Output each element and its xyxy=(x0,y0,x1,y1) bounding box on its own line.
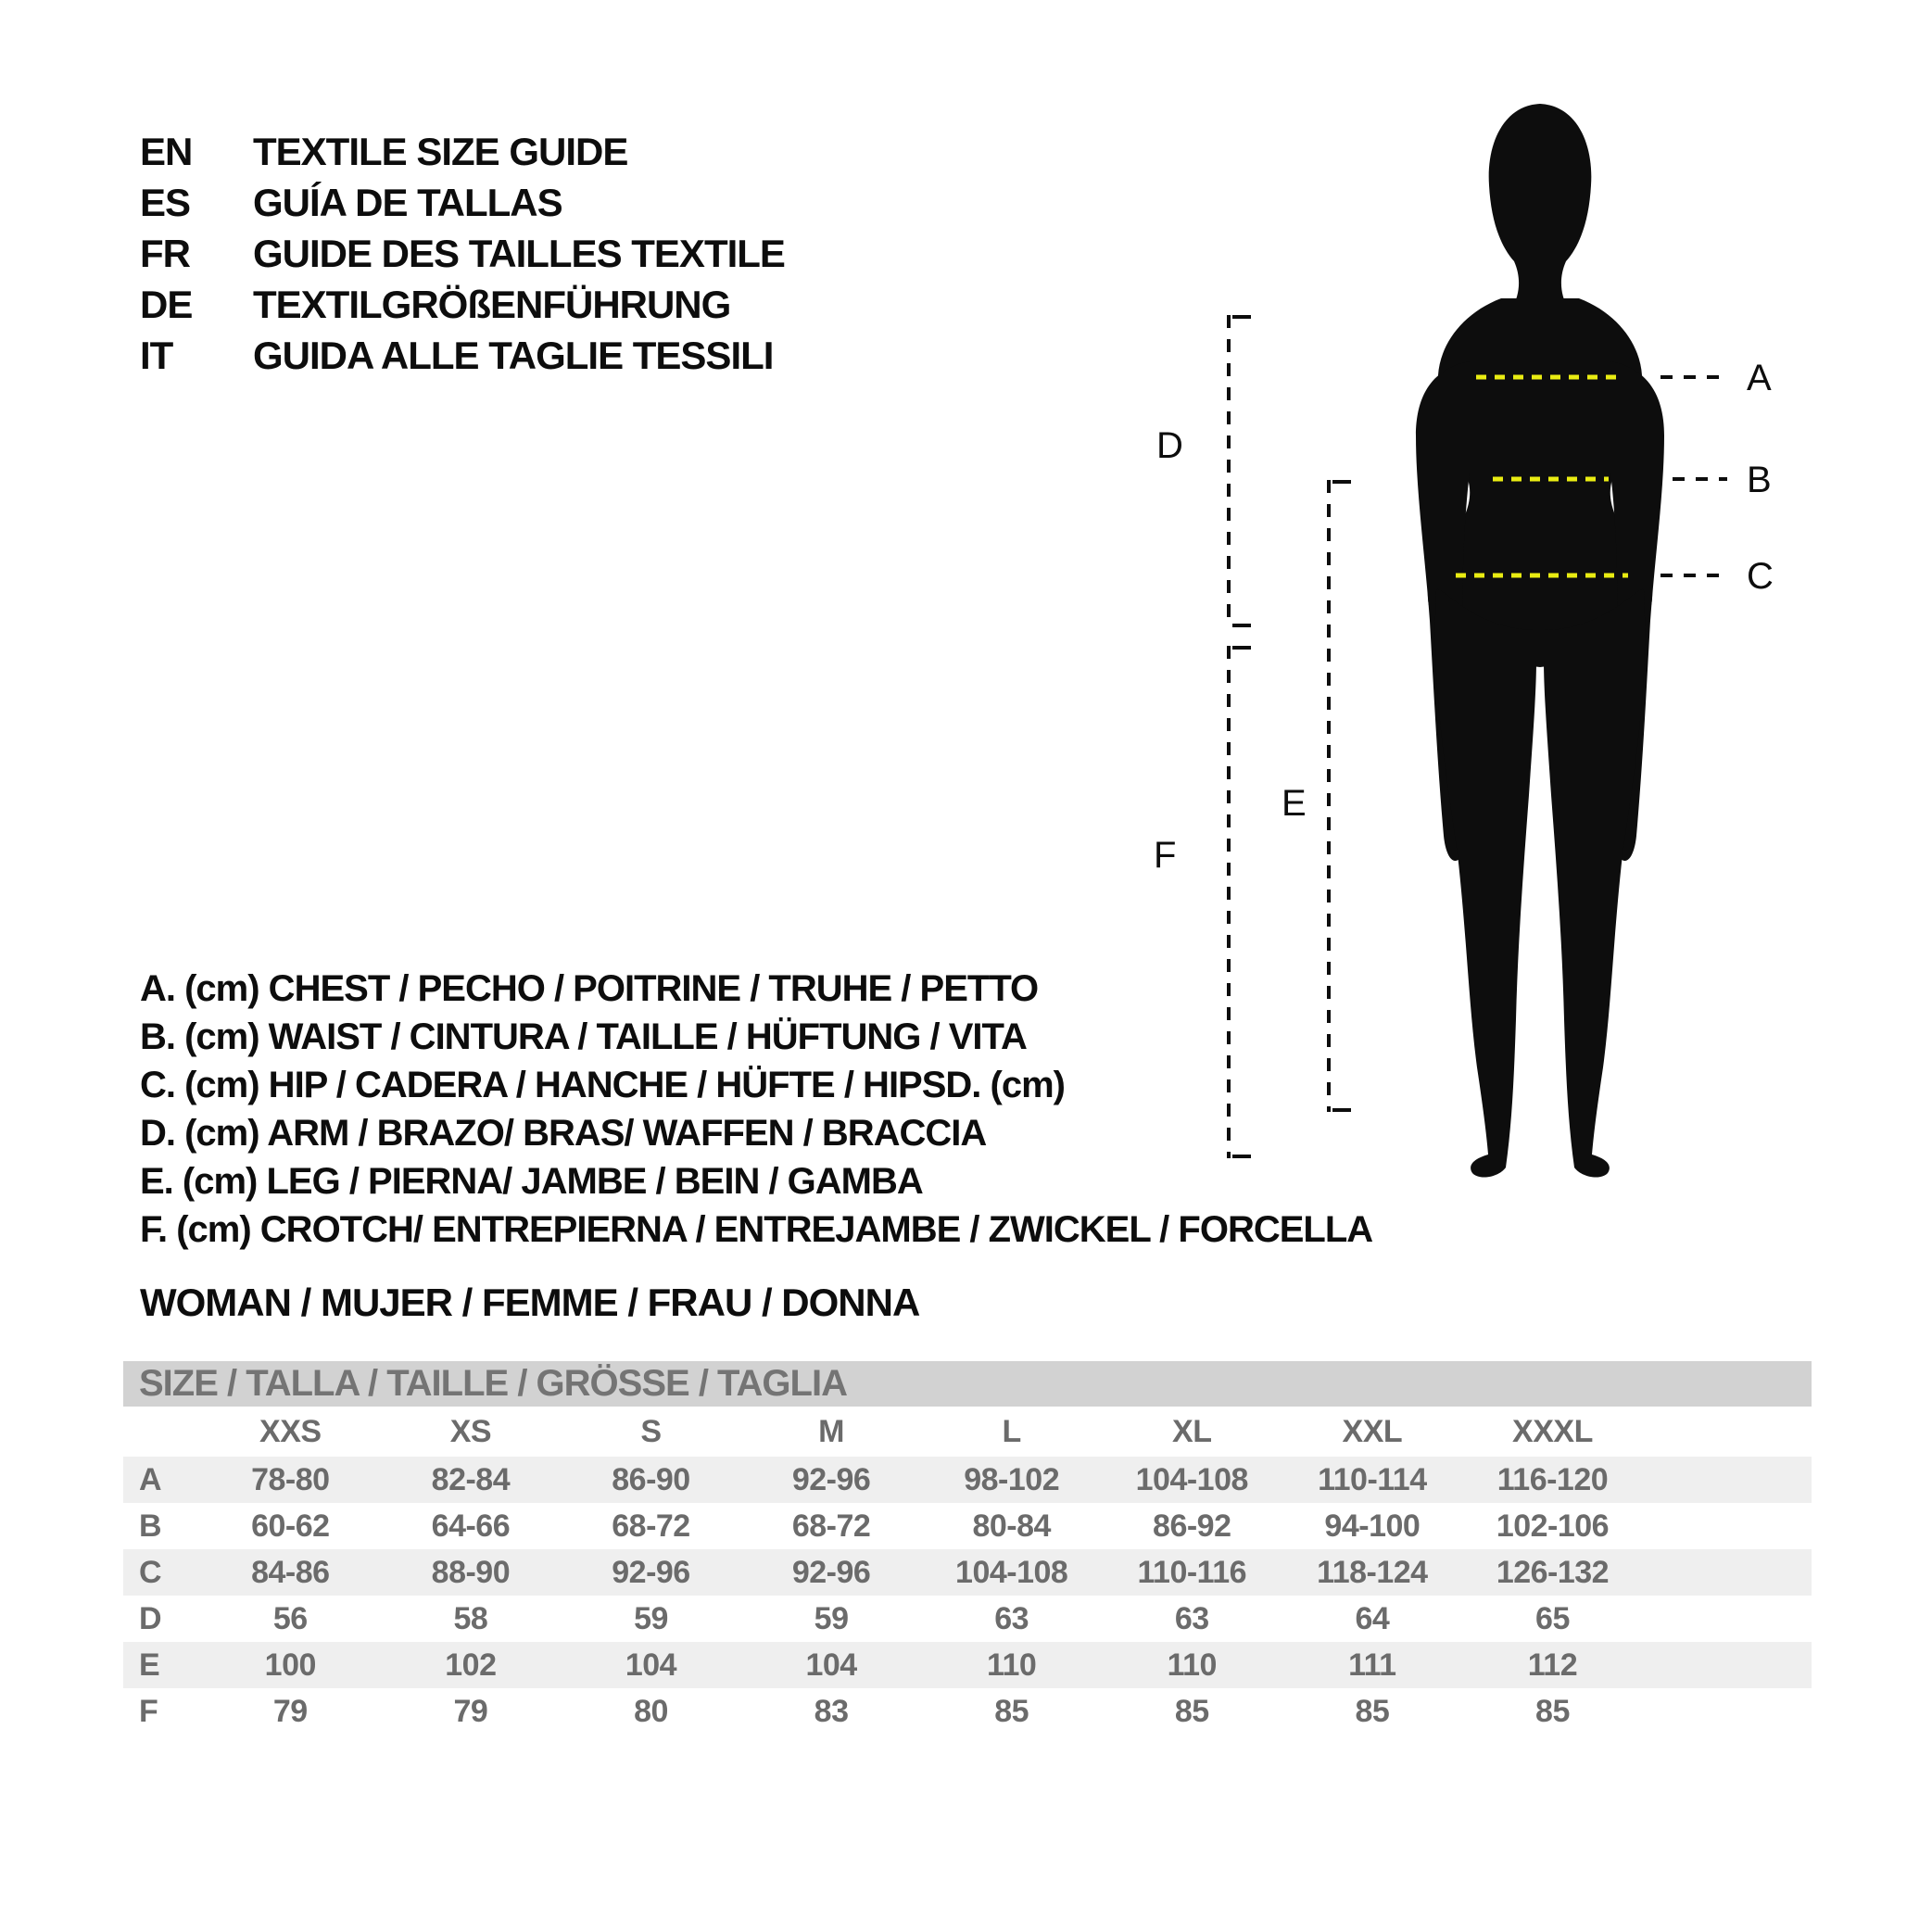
legend-line-arm: D. (cm) ARM / BRAZO/ BRAS/ WAFFEN / BRACCIA xyxy=(140,1113,987,1154)
table-row-hip xyxy=(123,1549,1812,1596)
size-col-xxl: XXL xyxy=(1342,1413,1403,1449)
cell-value: 110-116 xyxy=(1137,1554,1247,1590)
arm-label: D xyxy=(1156,425,1183,466)
cell-value: 64-66 xyxy=(431,1508,511,1544)
legend-line-hip: C. (cm) HIP / CADERA / HANCHE / HÜFTE / HIPSD. (cm) xyxy=(140,1065,1065,1105)
cell-value: 88-90 xyxy=(431,1554,511,1590)
cell-value: 112 xyxy=(1527,1647,1578,1683)
cell-value: 85 xyxy=(1174,1693,1209,1729)
cell-value: 58 xyxy=(453,1600,488,1636)
hip-label: C xyxy=(1747,556,1774,597)
row-label: F xyxy=(139,1693,158,1729)
language-code: DE xyxy=(140,283,193,326)
cell-value: 94-100 xyxy=(1324,1508,1421,1544)
legend-line-chest: A. (cm) CHEST / PECHO / POITRINE / TRUHE / PETTO xyxy=(140,968,1039,1009)
size-col-s: S xyxy=(640,1413,662,1449)
cell-value: 59 xyxy=(814,1600,849,1636)
cell-value: 86-90 xyxy=(612,1461,690,1497)
table-row-waist xyxy=(123,1503,1812,1549)
cell-value: 126-132 xyxy=(1496,1554,1610,1590)
cell-value: 110-114 xyxy=(1318,1461,1427,1497)
cell-value: 68-72 xyxy=(791,1508,871,1544)
size-table xyxy=(123,1361,1812,1735)
guide-title-it: GUIDA ALLE TAGLIE TESSILI xyxy=(253,334,774,377)
woman-silhouette xyxy=(1416,104,1664,1178)
size-col-m: M xyxy=(818,1413,844,1449)
row-label: E xyxy=(139,1647,160,1683)
table-row-chest xyxy=(123,1457,1812,1503)
cell-value: 116-120 xyxy=(1496,1461,1609,1497)
cell-value: 104-108 xyxy=(955,1554,1068,1590)
table-row-crotch xyxy=(123,1688,1812,1735)
legend-line-leg: E. (cm) LEG / PIERNA/ JAMBE / BEIN / GAMBA xyxy=(140,1161,923,1202)
cell-value: 60-62 xyxy=(251,1508,330,1544)
language-code: ES xyxy=(140,181,191,224)
crotch-label: F xyxy=(1154,835,1177,876)
size-col-xxs: XXS xyxy=(259,1413,322,1449)
cell-value: 64 xyxy=(1355,1600,1390,1636)
cell-value: 56 xyxy=(272,1600,308,1636)
cell-value: 59 xyxy=(634,1600,668,1636)
size-col-xs: XS xyxy=(449,1413,492,1449)
cell-value: 79 xyxy=(272,1693,308,1729)
waist-label: B xyxy=(1747,460,1772,500)
cell-value: 118-124 xyxy=(1317,1554,1428,1590)
guide-title-es: GUÍA DE TALLAS xyxy=(253,181,562,224)
cell-value: 85 xyxy=(1535,1693,1570,1729)
silhouette-head xyxy=(1489,104,1592,308)
language-row-de xyxy=(140,279,785,330)
cell-value: 65 xyxy=(1535,1600,1570,1636)
language-row-en xyxy=(140,126,785,177)
cell-value: 92-96 xyxy=(791,1554,871,1590)
language-row-fr xyxy=(140,228,785,279)
cell-value: 78-80 xyxy=(251,1461,330,1497)
cell-value: 80-84 xyxy=(972,1508,1051,1544)
cell-value: 68-72 xyxy=(612,1508,690,1544)
cell-value: 104 xyxy=(625,1647,677,1683)
cell-value: 102 xyxy=(445,1647,497,1683)
legend-line-crotch: F. (cm) CROTCH/ ENTREPIERNA / ENTREJAMBE / ZWICKEL / FORCELLA xyxy=(140,1209,1373,1250)
leg-label: E xyxy=(1282,783,1307,824)
cell-value: 102-106 xyxy=(1496,1508,1610,1544)
row-label: D xyxy=(139,1600,162,1636)
cell-value: 80 xyxy=(634,1693,668,1729)
section-title-woman: WOMAN / MUJER / FEMME / FRAU / DONNA xyxy=(140,1281,920,1324)
silhouette-left-leg xyxy=(1435,589,1536,1178)
size-header-row xyxy=(123,1407,1812,1457)
guide-title-fr: GUIDE DES TAILLES TEXTILE xyxy=(253,232,785,275)
row-label: C xyxy=(139,1554,162,1590)
cell-value: 104 xyxy=(805,1647,857,1683)
language-code: FR xyxy=(140,232,190,275)
guide-title-en: TEXTILE SIZE GUIDE xyxy=(253,130,628,173)
size-col-xl: XL xyxy=(1172,1413,1212,1449)
chest-label: A xyxy=(1747,358,1772,398)
language-code: EN xyxy=(140,130,193,173)
cell-value: 111 xyxy=(1348,1647,1396,1683)
cell-value: 100 xyxy=(264,1647,316,1683)
cell-value: 85 xyxy=(994,1693,1029,1729)
cell-value: 79 xyxy=(453,1693,488,1729)
language-row-es xyxy=(140,177,785,228)
row-label: A xyxy=(139,1461,162,1497)
cell-value: 98-102 xyxy=(964,1461,1060,1497)
table-row-arm xyxy=(123,1596,1812,1642)
language-row-it xyxy=(140,330,785,381)
table-row-leg xyxy=(123,1642,1812,1688)
legend-line-waist: B. (cm) WAIST / CINTURA / TAILLE / HÜFTUNG / VITA xyxy=(140,1016,1027,1057)
cell-value: 92-96 xyxy=(791,1461,871,1497)
language-code: IT xyxy=(140,334,173,377)
cell-value: 82-84 xyxy=(431,1461,511,1497)
cell-value: 110 xyxy=(986,1647,1037,1683)
cell-value: 92-96 xyxy=(612,1554,690,1590)
cell-value: 85 xyxy=(1355,1693,1390,1729)
language-guide-block xyxy=(140,126,785,381)
size-col-xxxl: XXXL xyxy=(1512,1413,1593,1449)
silhouette-right-leg xyxy=(1544,589,1645,1178)
measurement-legend xyxy=(140,965,1372,1254)
guide-title-de: TEXTILGRÖßENFÜHRUNG xyxy=(253,283,731,326)
cell-value: 110 xyxy=(1167,1647,1217,1683)
cell-value: 83 xyxy=(814,1693,849,1729)
cell-value: 63 xyxy=(994,1600,1029,1636)
cell-value: 86-92 xyxy=(1153,1508,1231,1544)
cell-value: 104-108 xyxy=(1135,1461,1248,1497)
cell-value: 63 xyxy=(1174,1600,1209,1636)
size-table-title-bar: SIZE / TALLA / TAILLE / GRÖSSE / TAGLIA xyxy=(123,1361,1812,1407)
row-label: B xyxy=(139,1508,162,1544)
cell-value: 84-86 xyxy=(251,1554,330,1590)
size-col-l: L xyxy=(1002,1413,1021,1449)
